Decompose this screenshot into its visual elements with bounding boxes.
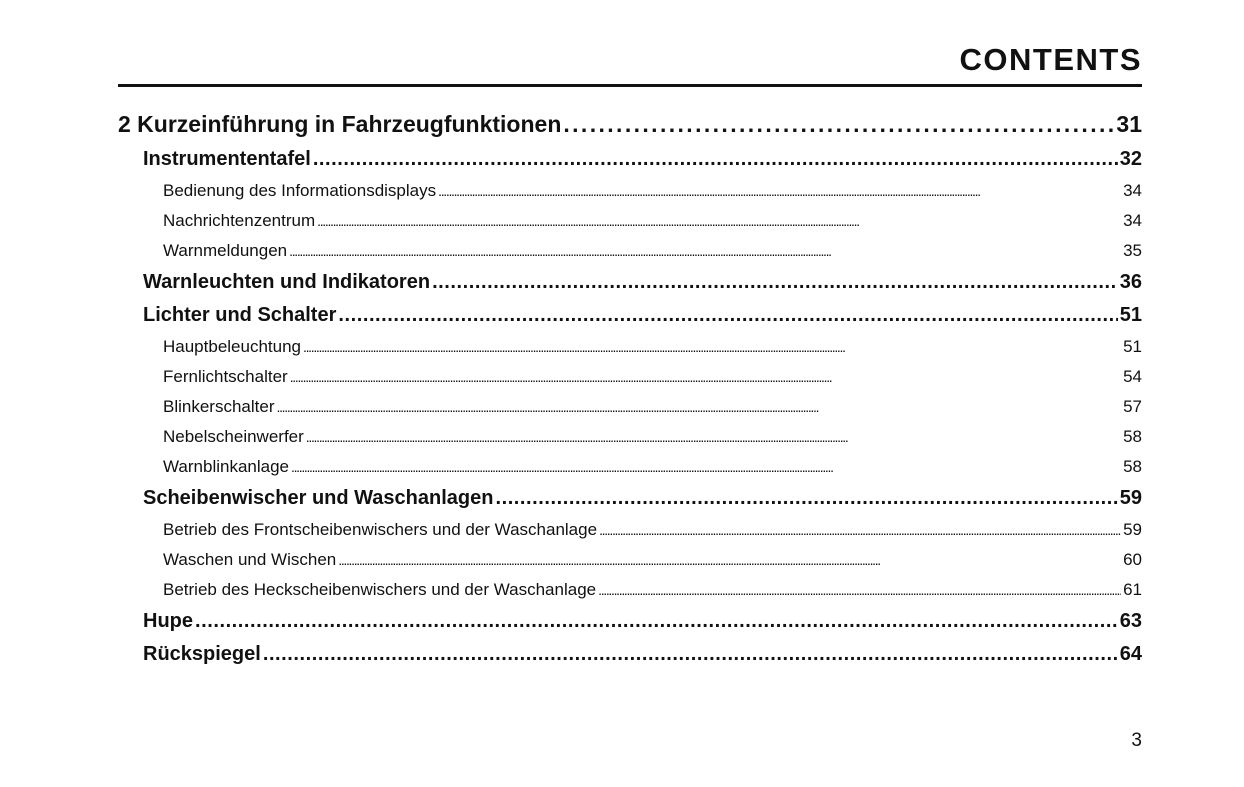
dot-leader — [263, 638, 1118, 671]
toc-subsection-entry[interactable] — [118, 392, 1142, 422]
toc-subsection-entry[interactable] — [118, 452, 1142, 482]
dot-leader — [599, 515, 1121, 545]
dot-leader — [338, 299, 1117, 332]
toc-entry-page: 34 — [1123, 181, 1142, 200]
toc-entry-label: Rückspiegel — [143, 643, 261, 665]
toc-entry-page: 59 — [1119, 487, 1142, 509]
dot-leader — [317, 206, 1121, 236]
toc-entry-page: 63 — [1119, 610, 1142, 632]
toc-entry-page: 57 — [1123, 397, 1142, 416]
toc-section-entry[interactable] — [118, 482, 1142, 515]
toc-chapter-entry[interactable] — [118, 105, 1142, 143]
toc-entry-label: Instrumententafel — [143, 148, 311, 170]
toc-entry-label: Nebelscheinwerfer — [163, 427, 304, 446]
toc-section-entry[interactable] — [118, 605, 1142, 638]
toc-subsection-entry[interactable] — [118, 332, 1142, 362]
dot-leader — [598, 575, 1121, 605]
toc-section-entry[interactable] — [118, 638, 1142, 671]
toc-entry-page: 35 — [1123, 241, 1142, 260]
page-title: CONTENTS — [959, 42, 1142, 77]
toc-entry-page: 64 — [1119, 643, 1142, 665]
toc-entry-label: Bedienung des Informationsdisplays — [163, 181, 437, 200]
toc-subsection-entry[interactable] — [118, 575, 1142, 605]
toc-entry-label: Lichter und Schalter — [143, 304, 337, 326]
toc-entry-label: Nachrichtenzentrum — [163, 211, 316, 230]
toc-entry-label: Warnleuchten und Indikatoren — [143, 271, 431, 293]
toc-entry-label: Fernlichtschalter — [163, 367, 288, 386]
toc-subsection-entry[interactable] — [118, 176, 1142, 206]
dot-leader — [195, 605, 1118, 638]
toc-section-entry[interactable] — [118, 299, 1142, 332]
toc-entry-label: Waschen und Wischen — [163, 550, 337, 569]
toc-subsection-entry[interactable] — [118, 422, 1142, 452]
page-header — [118, 40, 1142, 87]
toc-entry-label: Warnmeldungen — [163, 241, 288, 260]
toc-entry-page: 54 — [1123, 367, 1142, 386]
toc-entry-label: Hupe — [143, 610, 193, 632]
dot-leader — [495, 482, 1117, 515]
toc-entry-page: 61 — [1123, 580, 1142, 599]
toc-entry-page: 32 — [1119, 148, 1142, 170]
toc-entry-label: Blinkerschalter — [163, 397, 275, 416]
dot-leader — [438, 176, 1121, 206]
toc-entry-page: 51 — [1119, 304, 1142, 326]
toc-entry-page: 60 — [1123, 550, 1142, 569]
toc-entry-label: Hauptbeleuchtung — [163, 337, 302, 356]
toc-entry-page: 59 — [1123, 520, 1142, 539]
dot-leader — [306, 422, 1121, 452]
dot-leader — [313, 143, 1118, 176]
toc-entry-page: 51 — [1123, 337, 1142, 356]
toc-entry-page: 58 — [1123, 457, 1142, 476]
dot-leader — [338, 545, 1121, 575]
dot-leader — [291, 452, 1121, 482]
toc-subsection-entry[interactable] — [118, 206, 1142, 236]
dot-leader — [432, 266, 1118, 299]
dot-leader — [277, 392, 1122, 422]
toc-subsection-entry[interactable] — [118, 515, 1142, 545]
toc-entry-page: 34 — [1123, 211, 1142, 230]
toc-subsection-entry[interactable] — [118, 362, 1142, 392]
toc-entry-label: 2 Kurzeinführung in Fahrzeugfunktionen — [118, 111, 562, 137]
toc-entry-page: 58 — [1123, 427, 1142, 446]
toc-section-entry[interactable] — [118, 266, 1142, 299]
table-of-contents — [118, 105, 1142, 671]
toc-entry-label: Betrieb des Frontscheibenwischers und der Waschanlage — [163, 520, 598, 539]
dot-leader — [289, 236, 1121, 266]
toc-entry-label: Warnblinkanlage — [163, 457, 289, 476]
page-number: 3 — [1131, 730, 1142, 751]
toc-subsection-entry[interactable] — [118, 545, 1142, 575]
toc-section-entry[interactable] — [118, 143, 1142, 176]
toc-entry-page: 36 — [1119, 271, 1142, 293]
dot-leader — [563, 105, 1114, 143]
toc-entry-label: Betrieb des Heckscheibenwischers und der Waschanlage — [163, 580, 597, 599]
toc-entry-page: 31 — [1116, 111, 1142, 137]
toc-entry-label: Scheibenwischer und Waschanlagen — [143, 487, 494, 509]
dot-leader — [303, 332, 1121, 362]
dot-leader — [290, 362, 1121, 392]
toc-subsection-entry[interactable] — [118, 236, 1142, 266]
